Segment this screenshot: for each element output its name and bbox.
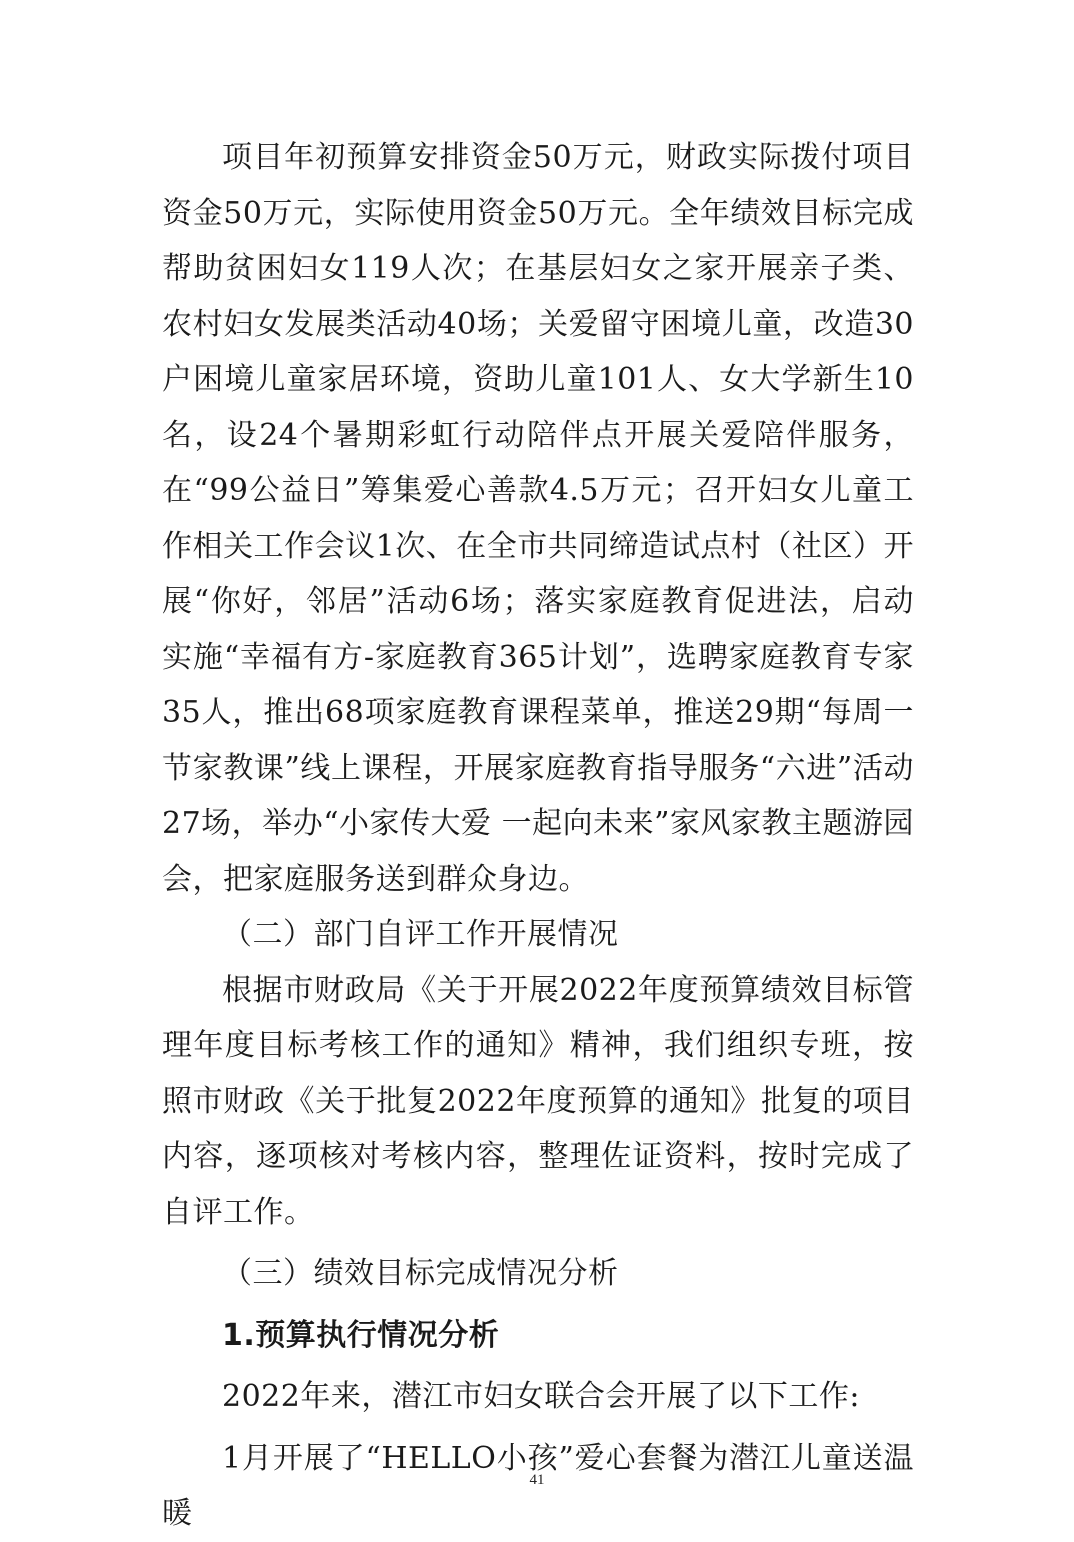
paragraph-self-evaluation: 根据市财政局《关于开展2022年度预算绩效目标管理年度目标考核工作的通知》精神，我们组织专班，按照市财政《关于批复2022年度预算的通知》批复的项目内容，逐项核对考核内容，整理佐证资料，按时完成了自评工作。 <box>162 972 914 1230</box>
page-number: 41 <box>529 1472 545 1488</box>
page-body <box>162 130 914 1542</box>
paragraph-project-summary: 项目年初预算安排资金50万元，财政实际拨付项目资金50万元，实际使用资金50万元。全年绩效目标完成帮助贫困妇女119人次；在基层妇女之家开展亲子类、农村妇女发展类活动40场；关爱留守困境儿童，改造30户困境儿童家居环境，资助儿童101人、女大学新生10名，设24个暑期彩虹行动陪伴点开展关爱陪伴服务，在“99公益日”筹集爱心善款4.5万元；召开妇女儿童工作相关工作会议1次、在全市共同缔造试点村（社区）开展“你好，邻居”活动6场；落实家庭教育促进法，启动实施“幸福有方-家庭教育365计划”，选聘家庭教育专家35人，推出68项家庭教育课程菜单，推送29期“每周一节家教课”线上课程，开展家庭教育指导服务“六进”活动27场，举办“小家传大爱 一起向未来”家风家教主题游园会，把家庭服务送到群众身边。 <box>162 140 914 897</box>
subheading-budget-execution: 1.预算执行情况分析 <box>222 1317 500 1353</box>
paragraph-work-intro: 2022年来，潜江市妇女联合会开展了以下工作: <box>222 1379 860 1414</box>
section-heading-self-evaluation: （二）部门自评工作开展情况 <box>222 917 619 952</box>
section-heading-performance-analysis: （三）绩效目标完成情况分析 <box>222 1256 619 1291</box>
paragraph-january-activity: 1月开展了“HELLO小孩”爱心套餐为潜江儿童送温暖 <box>162 1440 914 1531</box>
